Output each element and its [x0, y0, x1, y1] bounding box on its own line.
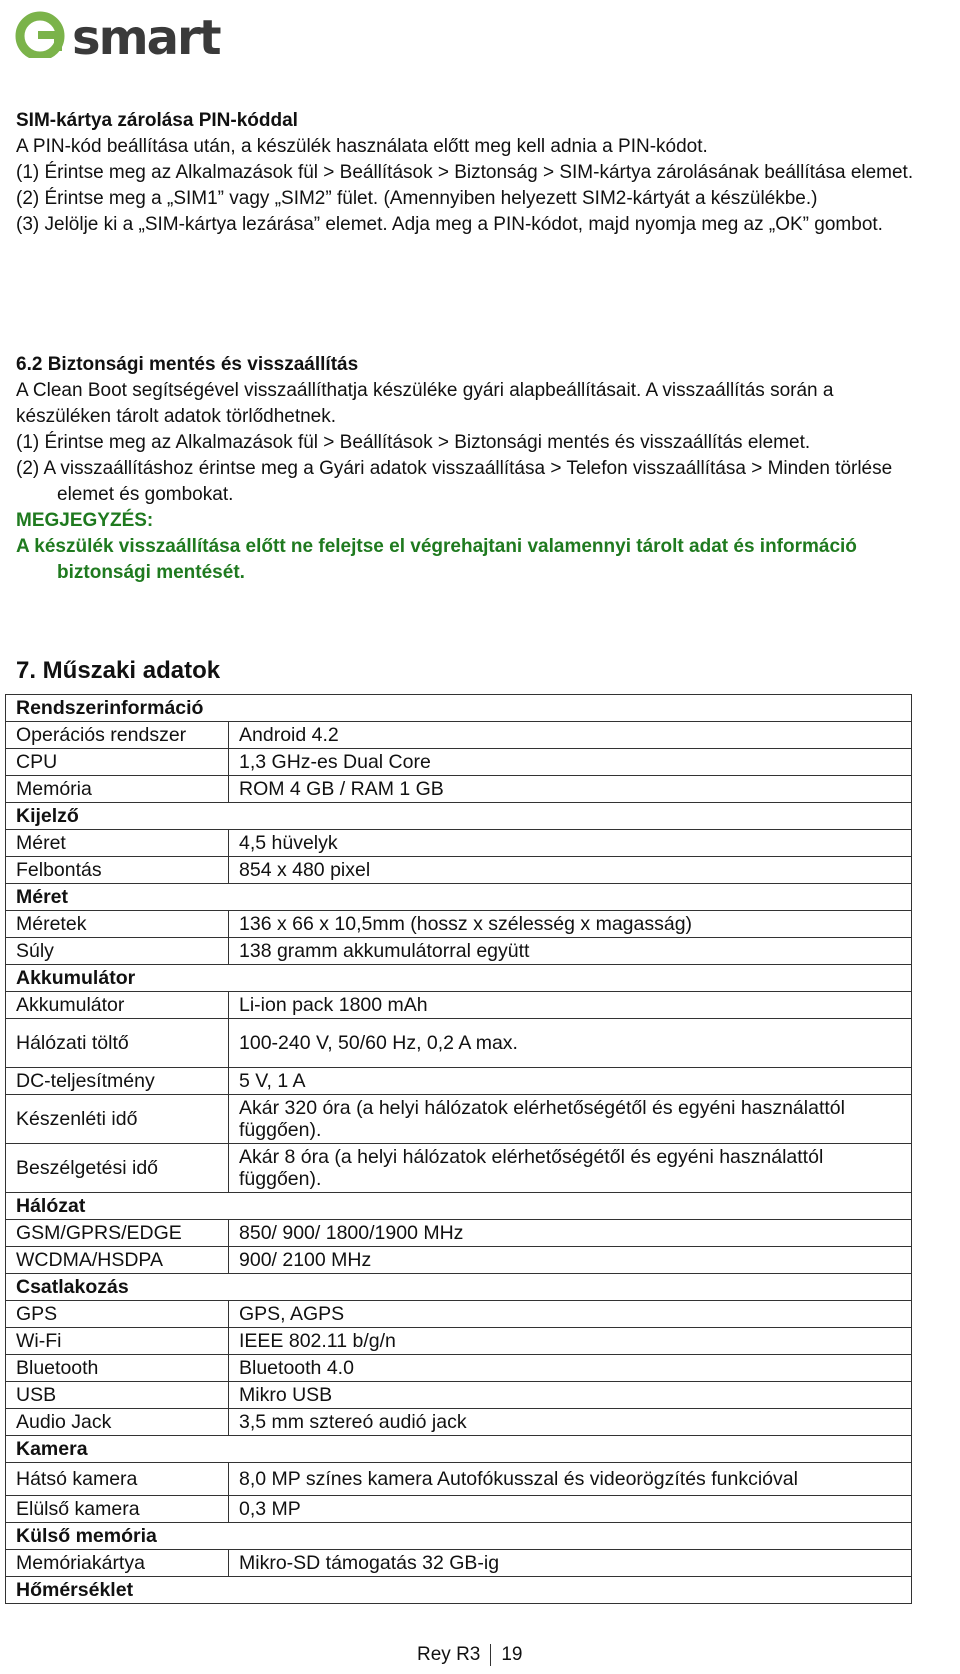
- spec-row: [6, 1496, 912, 1523]
- spec-category-label: Kijelző: [6, 803, 912, 830]
- spec-label: Készenléti idő: [6, 1095, 229, 1144]
- spec-row: [6, 1144, 912, 1193]
- specs-title: 7. Műszaki adatok: [16, 657, 221, 684]
- spec-category-label: Rendszerinformáció: [6, 695, 912, 722]
- spec-row: [6, 722, 912, 749]
- spec-row: [6, 1409, 912, 1436]
- spec-value: Akár 8 óra (a helyi hálózatok elérhetőségétől és egyéni használattól függően).: [229, 1144, 912, 1193]
- backup-title: 6.2 Biztonsági mentés és visszaállítás: [16, 354, 359, 375]
- spec-value: 138 gramm akkumulátorral együtt: [229, 938, 912, 965]
- spec-category-row: [6, 884, 912, 911]
- sim-lock-step-3: (3) Jelölje ki a „SIM-kártya lezárása” elemet. Adja meg a PIN-kódot, majd nyomja meg az „OK” gombot.: [16, 214, 883, 235]
- svg-text:smart: smart: [72, 10, 220, 58]
- spec-label: Akkumulátor: [6, 992, 229, 1019]
- spec-row: [6, 857, 912, 884]
- spec-label: CPU: [6, 749, 229, 776]
- sim-lock-title: SIM-kártya zárolása PIN-kóddal: [16, 110, 298, 131]
- spec-category-label: Kamera: [6, 1436, 912, 1463]
- spec-label: DC-teljesítmény: [6, 1068, 229, 1095]
- spec-label: GPS: [6, 1301, 229, 1328]
- spec-category-row: [6, 1436, 912, 1463]
- spec-label: Memóriakártya: [6, 1550, 229, 1577]
- spec-category-row: [6, 1193, 912, 1220]
- spec-value: IEEE 802.11 b/g/n: [229, 1328, 912, 1355]
- spec-value: 1,3 GHz-es Dual Core: [229, 749, 912, 776]
- note-label: MEGJEGYZÉS:: [16, 510, 154, 531]
- spec-value: Akár 320 óra (a helyi hálózatok elérhetőségétől és egyéni használattól függően).: [229, 1095, 912, 1144]
- spec-category-row: [6, 1274, 912, 1301]
- spec-category-label: Akkumulátor: [6, 965, 912, 992]
- backup-step-2: (2) A visszaállításhoz érintse meg a Gyári adatok visszaállítása > Telefon visszaállítása > Minden törlése elemet és gombokat.: [16, 458, 893, 505]
- gsmart-logo: [14, 4, 264, 58]
- spec-label: GSM/GPRS/EDGE: [6, 1220, 229, 1247]
- sim-lock-step-1: (1) Érintse meg az Alkalmazások fül > Beállítások > Biztonság > SIM-kártya zárolásának beállítása elemet.: [16, 162, 914, 183]
- spec-row: [6, 830, 912, 857]
- spec-label: Beszélgetési idő: [6, 1144, 229, 1193]
- spec-category-label: Csatlakozás: [6, 1274, 912, 1301]
- spec-label: Audio Jack: [6, 1409, 229, 1436]
- spec-value: 900/ 2100 MHz: [229, 1247, 912, 1274]
- spec-label: Méret: [6, 830, 229, 857]
- spec-value: 850/ 900/ 1800/1900 MHz: [229, 1220, 912, 1247]
- spec-label: Memória: [6, 776, 229, 803]
- footer-model: Rey R3: [417, 1644, 481, 1666]
- page-number: 19: [501, 1644, 523, 1666]
- spec-value: 5 V, 1 A: [229, 1068, 912, 1095]
- spec-value: 136 x 66 x 10,5mm (hossz x szélesség x magasság): [229, 911, 912, 938]
- spec-label: WCDMA/HSDPA: [6, 1247, 229, 1274]
- spec-value: Bluetooth 4.0: [229, 1355, 912, 1382]
- page-footer: [417, 1644, 523, 1666]
- spec-label: Méretek: [6, 911, 229, 938]
- spec-value: 854 x 480 pixel: [229, 857, 912, 884]
- spec-label: Súly: [6, 938, 229, 965]
- spec-value: 4,5 hüvelyk: [229, 830, 912, 857]
- spec-row: [6, 1301, 912, 1328]
- sim-lock-step-2: (2) Érintse meg a „SIM1” vagy „SIM2” fület. (Amennyiben helyezett SIM2-kártyát a készülékbe.): [16, 188, 818, 209]
- spec-row: [6, 1328, 912, 1355]
- spec-row: [6, 938, 912, 965]
- spec-category-label: Külső memória: [6, 1523, 912, 1550]
- spec-value: ROM 4 GB / RAM 1 GB: [229, 776, 912, 803]
- spec-label: Hálózati töltő: [6, 1019, 229, 1068]
- spec-label: Bluetooth: [6, 1355, 229, 1382]
- spec-category-row: [6, 965, 912, 992]
- spec-row: [6, 911, 912, 938]
- spec-category-label: Hálózat: [6, 1193, 912, 1220]
- spec-label: USB: [6, 1382, 229, 1409]
- backup-step-1: (1) Érintse meg az Alkalmazások fül > Beállítások > Biztonsági mentés és visszaállítás elemet.: [16, 432, 811, 453]
- note-text: A készülék visszaállítása előtt ne felejtse el végrehajtani valamennyi tárolt adat és információ biztonsági mentését.: [16, 536, 857, 583]
- spec-label: Wi-Fi: [6, 1328, 229, 1355]
- spec-label: Elülső kamera: [6, 1496, 229, 1523]
- spec-value: 8,0 MP színes kamera Autofókusszal és videorögzítés funkcióval: [229, 1463, 912, 1496]
- sim-lock-section: [16, 108, 916, 238]
- spec-row: [6, 1220, 912, 1247]
- spec-category-row: [6, 695, 912, 722]
- spec-label: Hátsó kamera: [6, 1463, 229, 1496]
- spec-row: [6, 1095, 912, 1144]
- spec-row: [6, 749, 912, 776]
- spec-label: Operációs rendszer: [6, 722, 229, 749]
- spec-row: [6, 776, 912, 803]
- spec-category-label: Méret: [6, 884, 912, 911]
- spec-value: Mikro USB: [229, 1382, 912, 1409]
- spec-category-row: [6, 1577, 912, 1604]
- sim-lock-intro: A PIN-kód beállítása után, a készülék használata előtt meg kell adnia a PIN-kódot.: [16, 136, 708, 157]
- spec-row: [6, 1019, 912, 1068]
- spec-row: [6, 1382, 912, 1409]
- spec-category-label: Hőmérséklet: [6, 1577, 912, 1604]
- spec-value: 100-240 V, 50/60 Hz, 0,2 A max.: [229, 1019, 912, 1068]
- spec-row: [6, 1463, 912, 1496]
- spec-label: Felbontás: [6, 857, 229, 884]
- spec-value: 3,5 mm sztereó audió jack: [229, 1409, 912, 1436]
- spec-value: Android 4.2: [229, 722, 912, 749]
- spec-category-row: [6, 803, 912, 830]
- spec-value: 0,3 MP: [229, 1496, 912, 1523]
- footer-divider: [490, 1644, 491, 1666]
- spec-row: [6, 1247, 912, 1274]
- spec-row: [6, 1068, 912, 1095]
- backup-intro: A Clean Boot segítségével visszaállíthatja készüléke gyári alapbeállításait. A visszaállítás során a készüléken tárolt adatok törlődhetnek.: [16, 380, 834, 427]
- spec-row: [6, 992, 912, 1019]
- spec-value: Li-ion pack 1800 mAh: [229, 992, 912, 1019]
- spec-category-row: [6, 1523, 912, 1550]
- specs-table: [5, 694, 912, 1604]
- spec-row: [6, 1355, 912, 1382]
- spec-row: [6, 1550, 912, 1577]
- backup-section: [16, 352, 916, 586]
- spec-value: Mikro-SD támogatás 32 GB-ig: [229, 1550, 912, 1577]
- spec-value: GPS, AGPS: [229, 1301, 912, 1328]
